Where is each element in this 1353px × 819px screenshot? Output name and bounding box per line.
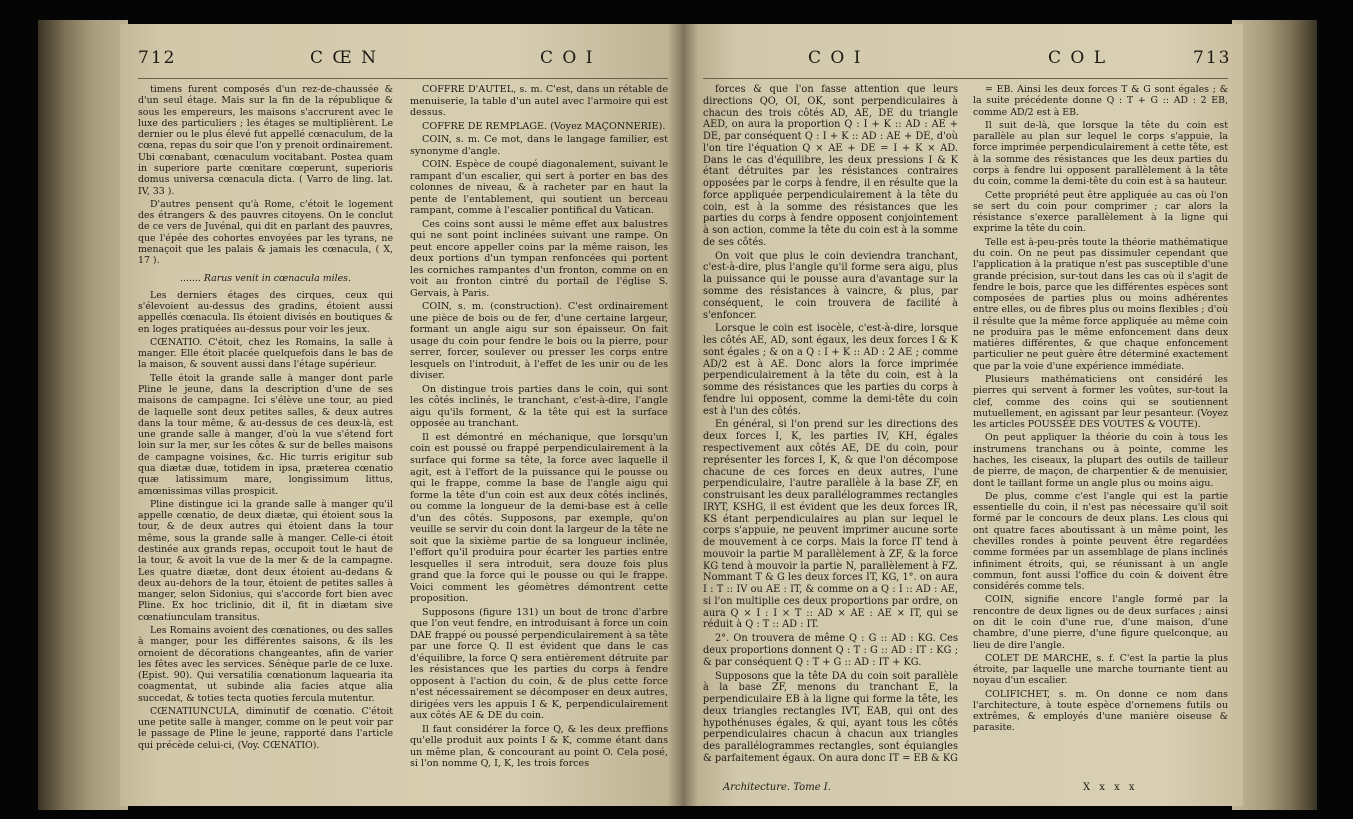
right-running-head: C O L (1048, 48, 1108, 68)
paragraph: COFFRE DE REMPLAGE. (Voyez MAÇONNERIE). (422, 120, 666, 132)
right-head-rule (703, 78, 1228, 79)
left-column-head: C O I (540, 48, 595, 68)
paragraph: Supposons que la tête DA du coin soit parallèle à la base ZF, menons du tranchant E, la perpendiculaire EB à la ligne qui forme la tête, les deux triangles rectangles IVT, EAB, qui ont des hypothénuses égales, & qui, ayant tous les côtés perpendiculaires chacun à chacun aux triangles des parallélogrammes rectangles, sont équiangles & parfaitement égaux. On aura donc IT = EB & KG (703, 670, 958, 764)
paragraph: Les derniers étages des cirques, ceux qui s'élevoient au-dessus des gradins, étoient aussi appellés cœnacula. Ils étoient divisés en boutiques & en loges pratiquées au-dessus pour voir les jeux. (138, 289, 393, 335)
paragraph: Supposons (figure 131) un bout de tronc d'arbre que l'on veut fendre, en introduisant à force un coin DAE frappé ou poussé perpendiculairement à sa tête par une force Q. Il est évident que dans le cas d'équilibre, la force Q sera entièrement détruite par les résistances que les parties du corps à fendre opposent à l'action du coin, & de plus cette force n'est nécessairement se décomposer en deux autres, dirigées vers les appuis I & K, perpendiculairement aux côtés AE & DE du coin. (410, 606, 668, 722)
paragraph: CŒNATIUNCULA, diminutif de cœnatio. C'étoit une petite salle à manger, comme on le peut voir par le passage de Pline le jeune, rapporté dans l'article qui précède celui-ci, (Voy. CŒNATIO). (138, 705, 393, 751)
paragraph: COIN, signifie encore l'angle formé par la rencontre de deux lignes ou de deux surfaces ; ainsi on dit le coin d'une rue, d'une maison, d'une chambre, d'une pierre, d'une figure quelconque, au lieu de dire l'angle. (973, 594, 1228, 651)
right-page-number: 713 (1193, 48, 1232, 68)
paragraph: Il faut considérer la force Q, & les deux preffions qu'elle produit aux points I & K, comme étant dans un même plan, & concourant au point O. Cela posé, si l'on nomme Q, I, K, les trois forces (410, 723, 668, 770)
paragraph: timens furent composés d'un rez-de-chaussée & d'un seul étage. Mais sur la fin de la république & sous les empereurs, les maisons s'accrurent avec le luxe des particuliers ; les étages se multiplièrent. Le dernier ou le plus élevé fut appellé cœnaculum, de la cœna, repas du soir que l'on y prenoit ordinairement. Ubi cœnabant, cœnaculum vocitabant. Postea quam in superiore parte cœnitare cœperunt, superioris domus universa cœnacula dicta. ( Varro de ling. lat. IV, 33 ). (138, 84, 393, 197)
paragraph: Ces coins sont aussi le même effet aux balustres qui ne sont point inclinées suivant une rampe. On peut encore appeller coins par la même raison, les deux portions d'un tympan renfoncées qui portent les corniches rampantes d'un fronton, comme on en voit au fronton cintré du portail de l'église S. Gervais, à Paris. (410, 218, 668, 299)
right-column-head: C O I (808, 48, 863, 68)
paragraph: COLET DE MARCHE, s. f. C'est la partie la plus étroite, par laquelle une marche tournante tient au noyau d'un escalier. (973, 652, 1228, 687)
book-page-edges-left (38, 20, 128, 810)
footer-volume: Architecture. Tome I. (723, 782, 831, 793)
paragraph: = EB. Ainsi les deux forces T & G sont égales ; & la suite précédente donne Q : T + G :: AD : 2 EB, comme AD/2 est à EB. (973, 84, 1228, 118)
left-head-rule (138, 78, 668, 79)
paragraph: En général, si l'on prend sur les directions des deux forces I, K, les parties IV, KH, égales respectivement aux côtés AE, DE du coin, pour représenter les forces I, K, & que l'on décompose chacune de ces forces en deux autres, l'une perpendiculaire, l'autre parallèle à la base ZF, en construisant les deux parallélogrammes rectangles IRYT, KSHG, il est évident que les deux forces IR, KS étant perpendiculaires au plan sur lequel le corps s'appuie, ne peuvent imprimer aucune sorte de mouvement à ce corps. Mais la force IT tend à mouvoir la partie M parallèlement à ZF, & la force KG tend à mouvoir la partie N, parallèlement à FZ. Nommant T & G les deux forces IT, KG, 1°. on aura I : T :: IV ou AE : IT, & comme on a Q : I :: AD : AE, si l'on multiplie ces deux proportions par ordre, on aura Q × I : I × T :: AD × AE : AE × IT, qui se réduit à Q : T :: AD : IT. (703, 419, 958, 631)
paragraph: Les Romains avoient des cœnationes, ou des salles à manger, pour les différentes saisons, & ils les ornoient de décorations changeantes, afin de varier les fêtes avec les services. Sénèque parle de ce luxe. (Epist. 90). Qui versatilia cœnationum laquearia ita coagmentat, ut subinde alia facies atque alia succedat, & toties tecta quoties fercula mutentur. (138, 624, 393, 704)
left-page (120, 24, 683, 806)
paragraph: On peut appliquer la théorie du coin à tous les instrumens tranchans ou à pointe, comme les haches, les ciseaux, la plupart des outils de tailleur de pierre, de maçon, de charpentier & de menuisier, dont le taillant forme un angle plus ou moins aigu. (973, 432, 1228, 489)
paragraph: Pline distingue ici la grande salle à manger qu'il appelle cœnatio, de deux diætæ, qui étoient sous la tour, & de deux autres qui étoient dans la tour même, sous la grande salle à manger. Celle-ci étoit destinée aux grands repas, occupoit tout le haut de la tour, & avoit la vue de la mer & de la campagne. Les quatre diætæ, dont deux étoient au-dedans & deux au-dehors de la tour, étoient de petites salles à manger, selon Sidonius, qui s'accorde fort bien avec Pline. Ex hoc triclinio, dit il, fit in diætam sive cœnatiunculam transitus. (138, 498, 393, 623)
left-column-1 (138, 84, 393, 753)
paragraph: CŒNATIO. C'étoit, chez les Romains, la salle à manger. Elle étoit placée quelquefois dans le bas de la maison, & souvent aussi dans l'étage supérieur. (138, 336, 393, 371)
paragraph: COIN. Espèce de coupé diagonalement, suivant le rampant d'un escalier, qui sert à porter en bas des colonnes de niveau, & à racheter par en haut la pente de l'entablement, qui soutient un berceau rampant, comme à l'escalier pontifical du Vatican. (410, 159, 668, 217)
footer-signature: X x x x (1083, 782, 1138, 793)
paragraph: On voit que plus le coin deviendra tranchant, c'est-à-dire, plus l'angle qu'il forme sera aigu, plus la puissance qui le pousse aura d'avantage sur la somme des résistances à vaincre, & plus, par conséquent, le coin trouvera de facilité à s'enfoncer. (703, 250, 958, 321)
paragraph: 2°. On trouvera de même Q : G :: AD : KG. Ces deux proportions donnent Q : T : G :: AD : IT : KG ; & par conséquent Q : T + G :: AD : IT + KG. (703, 633, 958, 668)
right-column-1 (703, 84, 958, 767)
right-column-2 (973, 84, 1228, 736)
paragraph: Cette propriété peut être appliquée au cas où l'on se sert du coin pour comprimer ; car alors la résistance s'exerce parallèlement à la ligne qui exprime la tête du coin. (973, 189, 1228, 235)
book-page-edges-right (1232, 20, 1317, 810)
paragraph: Il suit de-là, que lorsque la tête du coin est parallèle au plan sur lequel le corps s'appuie, la force imprimée perpendiculairement à cette tête, est à la somme des résistances que les deux parties du corps à fendre lui opposent parallèlement à la tête du coin, comme la demi-tête du coin est à sa hauteur. (973, 119, 1228, 188)
paragraph: COIN, s. m. (construction). C'est ordinairement une pièce de bois ou de fer, d'une certaine largeur, formant un angle aigu sur son épaisseur. On fait usage du coin pour fendre le bois ou la pierre, pour serrer, forcer, soulever ou presser les corps entre lesquels on l'introduit, à l'effet de les unir ou de les diviser. (410, 301, 668, 382)
paragraph: Telle étoit la grande salle à manger dont parle Pline le jeune, dans la description d'une de ses maisons de campagne. Ici s'élève une tour, au pied de laquelle sont deux petites salles, & deux autres dans la tour même, & au-dessus de ces deux-là, est une grande salle à manger, d'où la vue s'étend fort loin sur la mer, sur les côtes & sur de belles maisons de campagne voisines, &c. Hic turris erigitur sub qua diætæ duæ, totidem in ipsa, præterea cœnatio quæ latissimum mare, longissimum littus, amœnissimas villas prospicit. (138, 372, 393, 497)
paragraph: forces & que l'on fasse attention que leurs directions QO, OI, OK, sont perpendiculaires à chacun des trois côtés AD, AE, DE du triangle AED, on aura la proportion Q : I + K :: AD : AE + DE, par conséquent Q : I + K :: AD : AE + DE, d'où l'on tire l'équation Q × AE + DE = I + K × AD. Dans le cas d'équilibre, les deux pressions I & K étant détruites par les résistances contraires opposées par le corps à fendre, il en résulte que la force appliquée perpendiculairement à la tête du coin, est à la somme des résistances que les parties du corps à fendre opposent conjointement à son action, comme la tête du coin est à la somme de ses côtés. (703, 84, 958, 248)
left-page-number: 712 (138, 48, 177, 68)
paragraph: ....... Rarus venit in cœnacula miles. (180, 272, 351, 284)
paragraph: Telle est à-peu-près toute la théorie mathématique du coin. On ne peut pas dissimuler cependant que l'application à la pratique n'est pas susceptible d'une grande précision, sur-tout dans les cas où il s'agit de fendre le bois, parce que les différentes espèces sont composées de parties plus ou moins adhérentes entre elles, ou de fibres plus ou moins flexibles ; d'où il résulte que la même force appliquée au même coin ne produira pas le même enfoncement dans deux matières différentes, & que chaque enfoncement particulier ne peut guère être déterminé exactement que par la voie d'une expérience immédiate. (973, 236, 1228, 372)
book-gutter (668, 24, 698, 806)
paragraph: D'autres pensent qu'à Rome, c'étoit le logement des étrangers & des pauvres citoyens. On le conclut de ce vers de Juvénal, qui dit en parlant des pauvres, que l'épée des cohortes envoyées par les tyrans, ne menaçoit que les palais & jamais les cœnacula, ( X, 17 ). (138, 198, 393, 267)
paragraph: Plusieurs mathématiciens ont considéré les pierres qui servent à former les voûtes, sur-tout la clef, comme des coins qui se soutiennent mutuellement, en agissant par leur pesanteur. (Voyez les articles POUSSÉE DES VOUTES & VOUTE). (973, 374, 1228, 431)
paragraph: Lorsque le coin est isocèle, c'est-à-dire, lorsque les côtés AE, AD, sont égaux, les deux forces I & K sont égales ; & on a Q : I + K :: AD : 2 AE ; comme AD/2 est à AE. Donc alors la force imprimée perpendiculairement à la tête du coin, est à la somme des résistances que les parties du corps à fendre lui opposent, comme la demi-tête du coin est à l'un des côtés. (703, 323, 958, 417)
paragraph: COLIFICHET, s. m. On donne ce nom dans l'architecture, à toute espèce d'ornemens futils ou extrêmes, & employés d'une manière oiseuse & parasite. (973, 688, 1228, 734)
right-page (683, 24, 1243, 806)
paragraph: Il est démontré en méchanique, que lorsqu'un coin est poussé ou frappé perpendiculairement à la surface qui forme sa tête, la force avec laquelle il agit, est à l'effort de la puissance qui le pousse ou qui le frappe, comme la base de l'angle aigu qui forme la tête d'un coin est aux deux côtés inclinés, ou comme la longueur de la demi-base est à celle d'un des côtés. Supposons, par exemple, qu'on veuille se servir du coin dont la largeur de la tête ne soit que la sixième partie de sa longueur inclinée, l'effort qu'il produira pour écarter les parties entre lesquelles il sera introduit, sera douze fois plus grand que la force qui le pousse ou qui le frappe. Voici comment les géomètres démontrent cette proposition. (410, 431, 668, 605)
paragraph: De plus, comme c'est l'angle qui est la partie essentielle du coin, il n'est pas nécessaire qu'il soit formé par le concours de deux plans. Les clous qui ont quatre faces aboutissant à un même point, les chevilles rondes à pointe peuvent être regardées comme formées par un assemblage de plans inclinés infiniment étroits, qui, se réunissant à un angle commun, font aussi l'office du coin & doivent être considérés comme tels. (973, 490, 1228, 593)
paragraph: COIN, s. m. Ce mot, dans le langage familier, est synonyme d'angle. (410, 134, 668, 157)
paragraph: COFFRE D'AUTEL, s. m. C'est, dans un rétable de menuiserie, la table d'un autel avec l'armoire qui est dessus. (410, 84, 668, 119)
left-column-2 (410, 84, 668, 772)
left-running-head: C Œ N (310, 48, 379, 68)
paragraph: On distingue trois parties dans le coin, qui sont les côtés inclinés, le tranchant, c'est-à-dire, l'angle aigu qu'ils forment, & la tête qui est la surface opposée au tranchant. (410, 383, 668, 430)
